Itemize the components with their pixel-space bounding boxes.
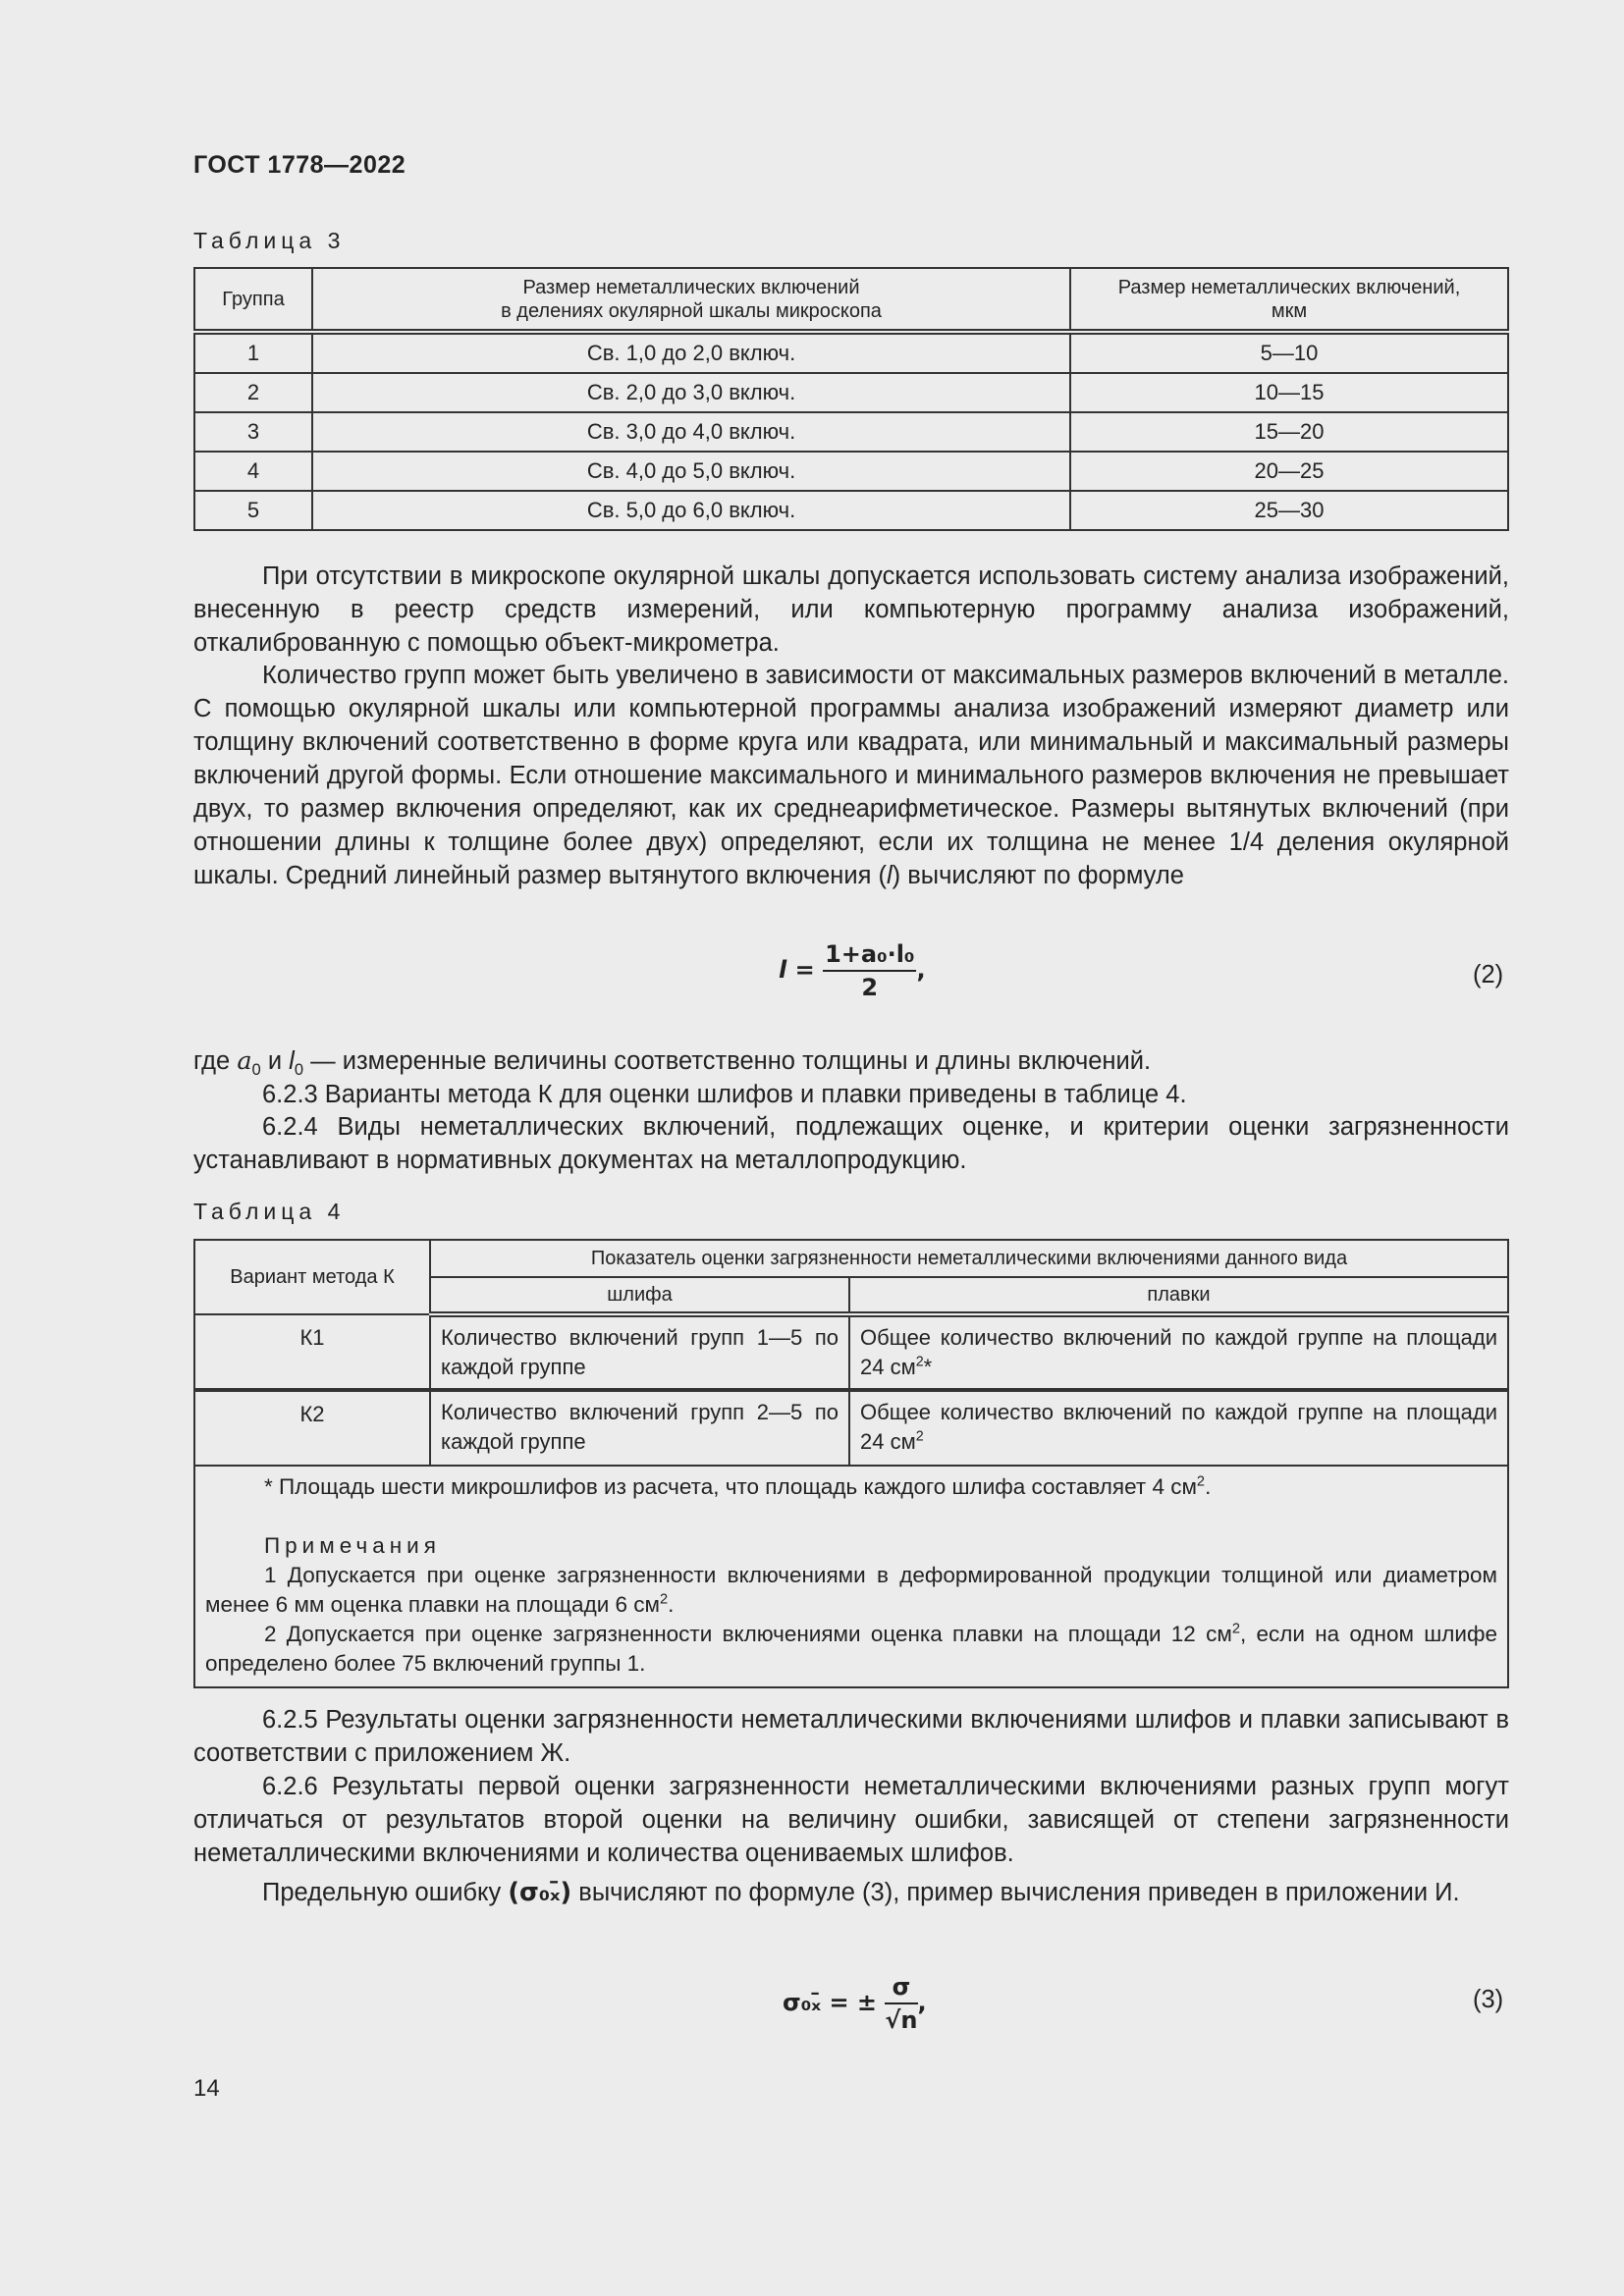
cell-section: Количество включений групп 2—5 по каждой группе [430,1390,849,1466]
cell-group: 4 [194,452,312,491]
cell-melt: Общее количество включений по каждой группе на площади 24 $см^2$ [849,1390,1508,1466]
table-row [194,491,1508,530]
table-footnote: * Площадь шести микрошлифов из расчета, что площадь каждого шлифа составляет 4 $см^2$. [264,1473,1212,1499]
paragraph-where: где $a_0$ и $l_0$ — измеренные величины соответственно толщины и длины включений. [193,1046,1152,1080]
cell-melt: Общее количество включений по каждой группе на площади 24 $см^2*$ [849,1314,1508,1390]
paragraph-groups: Количество групп может быть увеличено в зависимости от максимальных размеров включений в металле. С помощью окулярной шкалы или компьютерной программы анализа изображений измеряют диаметр или толщину включений соответственно в форме круга или квадрата, или минимальный и максимальный размеры включений другой формы. Если отношение максимального и минимального размеров включения не превышает двух, то размер включения определяют, как их среднеарифметическое. Размеры вытянутых включений (при отношении длины к толщине более двух) определяют, если их толщина не менее 1/4 деления окулярной шкалы. Средний линейный размер вытянутого включения (l) вычисляют по формуле [193,662,1509,889]
cell-um: 10—15 [1070,373,1508,412]
table-row [194,452,1508,491]
cell-divisions: Св. 2,0 до 3,0 включ. [312,373,1070,412]
cell-divisions: Св. 5,0 до 6,0 включ. [312,491,1070,530]
notes-title: Примечания [264,1533,441,1558]
cell-divisions: Св. 4,0 до 5,0 включ. [312,452,1070,491]
equation-number-2: (2) [1473,961,1504,988]
paragraph-error: Предельную ошибку (σ₀ₓ̄) вычисляют по формуле (3), пример вычисления приведен в приложении И. [262,1878,1460,1907]
cell-divisions: Св. 1,0 до 2,0 включ. [312,332,1070,373]
cell-variant: К1 [194,1314,430,1390]
paragraph-no-scale: При отсутствии в микроскопе окулярной шкалы допускается использовать систему анализа изображений, внесенную в реестр средств измерений, или компьютерную программу анализа изображений, откалиброванную с помощью объект-микрометра. [193,562,1509,657]
cell-um: 5—10 [1070,332,1508,373]
cell-section: Количество включений групп 1—5 по каждой группе [430,1314,849,1390]
paragraph-6-2-4: 6.2.4 Виды неметаллических включений, подлежащих оценке, и критерии оценки загрязненности устанавливают в нормативных документах на металлопродукцию. [193,1113,1509,1174]
error-symbol: (σ₀ₓ̄) [508,1878,572,1907]
cell-um: 25—30 [1070,491,1508,530]
paragraph-6-2-6: 6.2.6 Результаты первой оценки загрязненности неметаллическими включениями разных групп могут отличаться от результатов второй оценки на величину ошибки, зависящей от степени загрязненности неметаллическими включениями и количества оцениваемых шлифов. [193,1773,1509,1867]
note-2: 2 Допускается при оценке загрязненности включениями оценка плавки на площади 12 $см^2$, если на одном шлифе определено более 75 включений группы 1. [205,1621,1497,1676]
table-row [194,1314,1508,1390]
equation-number-3: (3) [1473,1986,1504,2013]
paragraph-6-2-5: 6.2.5 Результаты оценки загрязненности неметаллическими включениями шлифов и плавки записывают в соответствии с приложением Ж. [193,1706,1509,1767]
formula-3: σ₀ₓ̄ = ± $\frac{\sigma}{√n}$ , [783,1973,927,2034]
document-title: ГОСТ 1778—2022 [193,151,406,179]
header-size-um: Размер неметаллических включений, мкм [1070,268,1508,332]
table-notes-row [194,1466,1508,1687]
cell-um: 15—20 [1070,412,1508,452]
header-indicator: Показатель оценки загрязненности неметаллическими включениями данного вида [430,1240,1508,1277]
table-header-row [194,268,1508,332]
table-notes [194,1466,1508,1687]
paragraph-6-2-3: 6.2.3 Варианты метода К для оценки шлифов и плавки приведены в таблице 4. [262,1081,1187,1108]
table-row [194,1390,1508,1466]
table4 [193,1239,1509,1688]
header-group: Группа [194,268,312,332]
cell-um: 20—25 [1070,452,1508,491]
header-size-divisions: Размер неметаллических включений в делениях окулярной шкалы микроскопа [312,268,1070,332]
table4-caption: Таблица 4 [193,1199,346,1224]
header-melt: плавки [849,1277,1508,1314]
table3-caption: Таблица 3 [193,228,346,253]
table-row [194,373,1508,412]
table-row [194,332,1508,373]
cell-group: 2 [194,373,312,412]
cell-group: 5 [194,491,312,530]
cell-group: 3 [194,412,312,452]
header-section: шлифа [430,1277,849,1314]
page-number: 14 [193,2075,220,2102]
formula-2: l = $\frac{\text{1+a₀·l₀}}{2}$ , [779,940,926,1001]
table-row [194,412,1508,452]
cell-divisions: Св. 3,0 до 4,0 включ. [312,412,1070,452]
table3 [193,267,1509,531]
header-variant: Вариант метода К [194,1240,430,1314]
table-header-row [194,1240,1508,1277]
cell-group: 1 [194,332,312,373]
note-1: 1 Допускается при оценке загрязненности включениями в деформированной продукции толщиной или диаметром менее 6 мм оценка плавки на площади 6 $см^2$. [205,1563,1497,1617]
cell-variant: К2 [194,1390,430,1466]
